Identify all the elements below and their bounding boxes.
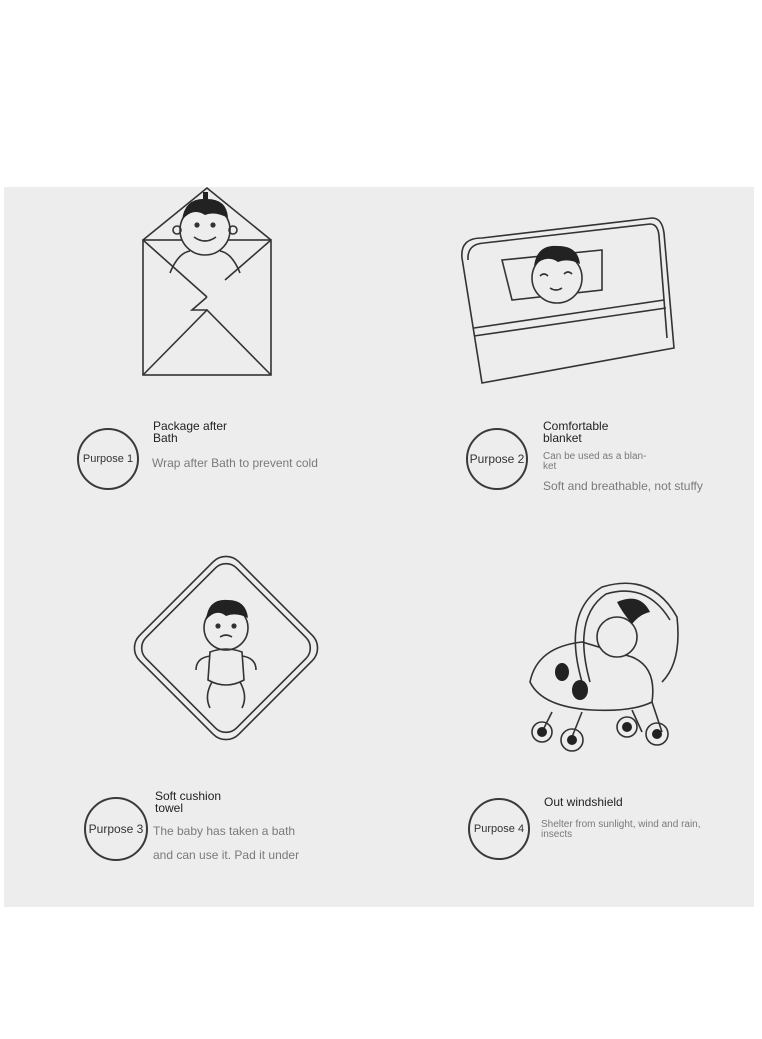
purpose-3-title-line2: towel <box>155 801 184 815</box>
purpose-3-title-line1: Soft cushion <box>155 789 222 803</box>
purpose-1-desc: Wrap after Bath to prevent cold <box>152 456 318 470</box>
purpose-4-desc-line2: insects <box>541 829 573 840</box>
purpose-2-badge: Purpose 2 <box>466 428 528 490</box>
purpose-2-desc-a <box>543 452 646 472</box>
purpose-2-desc-line3: Soft and breathable, not stuffy <box>543 479 703 493</box>
purpose-4-desc <box>541 820 701 840</box>
baby-on-towel-icon <box>118 540 333 755</box>
baby-wrapped-envelope-icon <box>130 185 280 385</box>
purpose-2-title-line2: blanket <box>543 431 582 445</box>
purpose-4-title: Out windshield <box>544 795 623 809</box>
purpose-3-desc-line1: The baby has taken a bath <box>153 824 296 838</box>
purpose-1-title-line2: Bath <box>153 431 178 445</box>
baby-sleeping-bed-icon <box>452 208 682 388</box>
purpose-3-desc-line2: and can use it. Pad it under <box>153 848 300 862</box>
purpose-1-title <box>153 420 227 444</box>
purpose-3-badge: Purpose 3 <box>84 797 148 861</box>
purpose-4-desc-line1: Shelter from sunlight, wind and rain, <box>541 819 701 830</box>
purpose-2-desc-line1: Can be used as a blan- <box>543 451 647 462</box>
purpose-2-title <box>543 420 608 444</box>
purpose-2-desc-line2: ket <box>543 461 557 472</box>
purpose-3-title <box>155 790 221 814</box>
purpose-1-title-line1: Package after <box>153 419 228 433</box>
purpose-1-badge: Purpose 1 <box>77 428 139 490</box>
purpose-4-badge: Purpose 4 <box>468 798 530 860</box>
purpose-2-title-line1: Comfortable <box>543 419 609 433</box>
baby-in-stroller-icon <box>522 572 682 757</box>
